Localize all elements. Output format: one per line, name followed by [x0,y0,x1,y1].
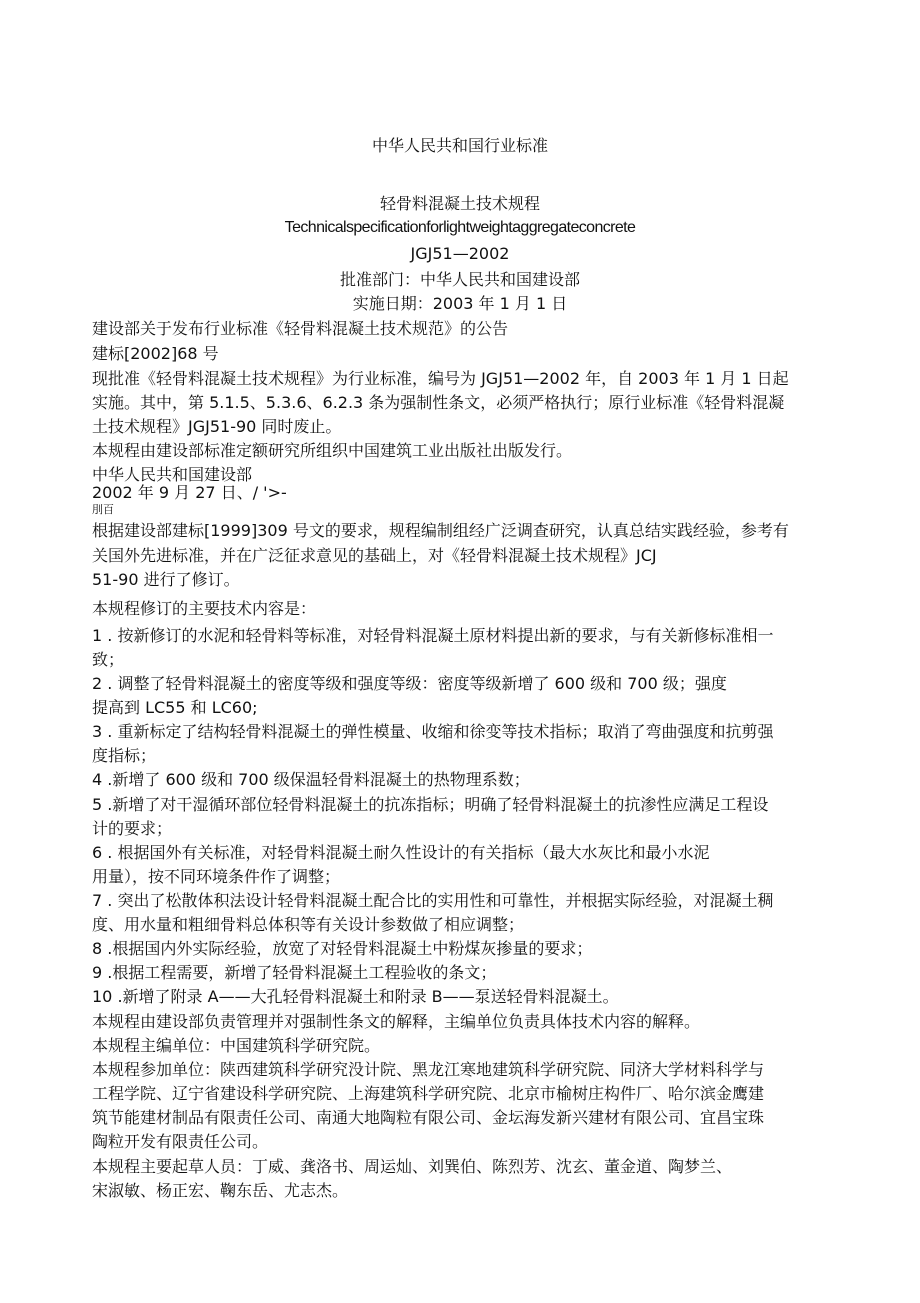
revision-item-line: 5 .新增了对干湿循环部位轻骨料混凝土的抗冻指标；明确了轻骨料混凝土的抗渗性应满足工程设 [92,795,769,814]
drafters-line: 本规程主要起草人员：丁威、龚洛书、周运灿、刘巽伯、陈烈芳、沈玄、董金道、陶梦兰、 [92,1157,733,1176]
revision-item-line: 用量），按不同环境条件作了调整； [92,867,341,886]
responsibility-statement: 本规程由建设部负责管理并对强制性条文的解释，主编单位负责具体技术内容的解释。 [92,1012,701,1031]
revision-item-line: 度、用水量和粗细骨料总体积等有关设计参数做了相应调整； [92,915,525,934]
revision-item-line: 4 .新增了 600 级和 700 级保温轻骨料混凝土的热物理系数； [92,770,530,789]
revision-item-line: 10 .新增了附录 A——大孔轻骨料混凝土和附录 B——泵送轻骨料混凝土。 [92,987,619,1006]
participants-line: 筑节能建材制品有限责任公司、南通大地陶粒有限公司、金坛海发新兴建材有限公司、宜昌宝珠 [92,1108,765,1127]
standard-name-cn: 轻骨料混凝土技术规程 [379,194,540,213]
revision-item-line: 3 . 重新标定了结构轻骨料混凝土的弹性模量、收缩和徐变等技术指标；取消了弯曲强度和抗剪强 [92,722,774,741]
revision-item-line: 提高到 LC55 和 LC60; [92,698,258,717]
participants-line: 陶粒开发有限责任公司。 [92,1132,269,1151]
notice-title: 建设部关于发布行业标准《轻骨料混凝土技术规范》的公告 [92,319,509,338]
revision-heading: 本规程修订的主要技术内容是： [92,599,317,618]
preface-heading: 刖百 [92,503,114,516]
drafters-line: 宋淑敏、杨正宏、鞠东岳、尤志杰。 [92,1181,349,1200]
chief-unit: 本规程主编单位：中国建筑科学研究院。 [92,1036,381,1055]
effective-date: 实施日期：2003 年 1 月 1 日 [352,294,568,313]
standard-name-en: Technicalspecificationforlightweightaggregateconcrete [284,219,636,236]
notice-body-line: 土技术规程》JGJ51-90 同时废止。 [92,417,342,436]
standard-code: JGJ51—2002 [410,244,510,263]
revision-item-line: 7 . 突出了松散体积法设计轻骨料混凝土配合比的实用性和可靠性，并根据实际经验，对混凝土稠 [92,891,774,910]
document-header-title: 中华人民共和国行业标准 [371,136,548,155]
participants-line: 工程学院、辽宁省建设科学研究院、上海建筑科学研究院、北京市榆树庄构件厂、哈尔滨金鹰建 [92,1084,765,1103]
revision-item-line: 1 . 按新修订的水泥和轻骨料等标准，对轻骨料混凝土原材料提出新的要求，与有关新修标准相一 [92,626,774,645]
notice-body-line: 现批准《轻骨料混凝土技术规程》为行业标准，编号为 JGJ51—2002 年，自 2003 年 1 月 1 日起 [92,369,789,388]
revision-item-line: 计的要求； [92,819,173,838]
revision-item-line: 度指标； [92,746,157,765]
notice-issuer: 中华人民共和国建设部 [92,465,253,484]
notice-body-line: 本规程由建设部标准定额研究所组织中国建筑工业出版社出版发行。 [92,441,573,460]
preface-intro-line: 关国外先进标准，并在广泛征求意见的基础上，对《轻骨料混凝土技术规程》JCJ [92,546,657,565]
revision-item-line: 致； [92,650,125,669]
notice-doc-number: 建标[2002]68 号 [92,344,219,363]
notice-issue-date: 2002 年 9 月 27 日、/ '>- [92,483,287,502]
preface-intro-line: 51-90 进行了修订。 [92,570,240,589]
approval-department: 批准部门：中华人民共和国建设部 [339,270,580,289]
participants-line: 本规程参加单位：陕西建筑科学研究没计院、黑龙江寒地建筑科学研究院、同济大学材料科学与 [92,1060,765,1079]
revision-item-line: 2 . 调整了轻骨料混凝土的密度等级和强度等级：密度等级新增了 600 级和 700 级；强度 [92,674,727,693]
revision-item-line: 9 .根据工程需要，新增了轻骨料混凝土工程验收的条文； [92,963,497,982]
revision-item-line: 8 .根据国内外实际经验，放宽了对轻骨料混凝土中粉煤灰掺量的要求； [92,939,593,958]
revision-item-line: 6 . 根据国外有关标准，对轻骨料混凝土耐久性设计的有关指标（最大水灰比和最小水泥 [92,843,710,862]
notice-body-line: 实施。其中，第 5.1.5、5.3.6、6.2.3 条为强制性条文，必须严格执行；原行业标准《轻骨料混凝 [92,393,785,412]
preface-intro-line: 根据建设部建标[1999]309 号文的要求，规程编制组经广泛调查研究，认真总结实践经验，参考有 [92,521,789,540]
